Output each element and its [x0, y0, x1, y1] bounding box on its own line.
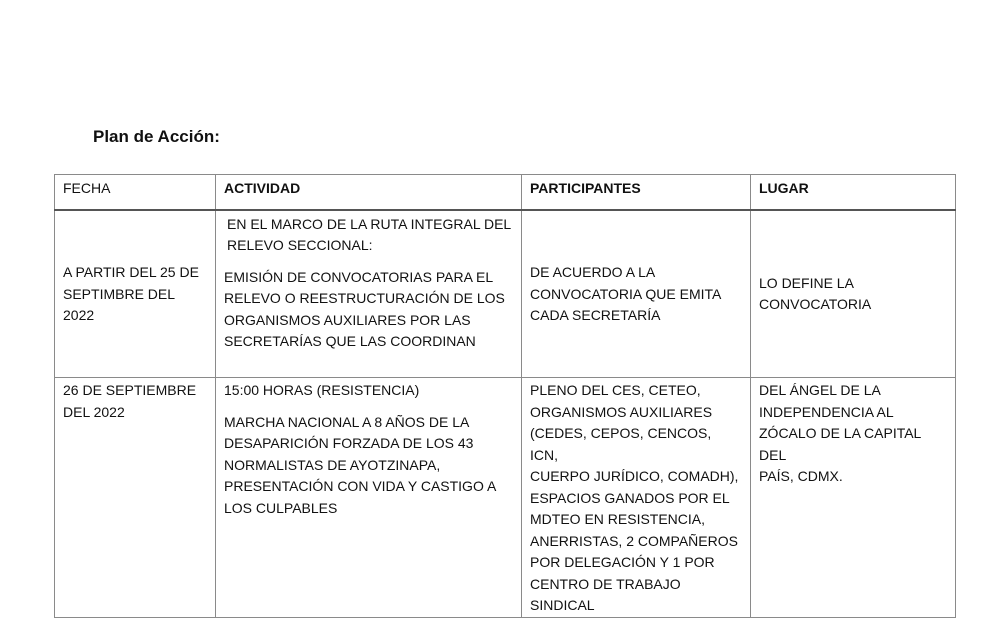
header-participantes: PARTICIPANTES — [522, 175, 751, 210]
cell-participantes: DE ACUERDO A LA CONVOCATORIA QUE EMITA CADA SECRETARÍA — [522, 210, 751, 378]
actividad-body: EMISIÓN DE CONVOCATORIAS PARA EL RELEVO O REESTRUCTURACIÓN DE LOS ORGANISMOS AUXILIARES POR LAS SECRETARÍAS QUE LAS COORDINAN — [224, 268, 505, 349]
actividad-intro: EN EL MARCO DE LA RUTA INTEGRAL DEL RELEVO SECCIONAL: — [227, 215, 512, 253]
actividad-body: MARCHA NACIONAL A 8 AÑOS DE LA DESAPARICIÓN FORZADA DE LOS 43 NORMALISTAS DE AYOTZINAPA, PRESENTACIÓN CON VIDA Y CASTIGO A LOS CULPABLES — [224, 413, 497, 516]
header-fecha: FECHA — [55, 175, 216, 210]
header-actividad: ACTIVIDAD — [216, 175, 522, 210]
actividad-intro: 15:00 HORAS (RESISTENCIA) — [224, 382, 420, 398]
table-row — [55, 378, 956, 618]
table-row — [55, 210, 956, 378]
cell-participantes: PLENO DEL CES, CETEO, ORGANISMOS AUXILIARES (CEDES, CEPOS, CENCOS, ICN, CUERPO JURÍDICO, COMADH), ESPACIOS GANADOS POR EL MDTEO EN RESISTENCIA, ANERRISTAS, 2 COMPAÑEROS POR DELEGACIÓN Y 1 POR CENTRO DE TRABAJO SINDICAL — [522, 378, 751, 618]
page-heading: Plan de Acción: — [93, 127, 220, 146]
cell-fecha: A PARTIR DEL 25 DE SEPTIMBRE DEL 2022 — [55, 210, 216, 378]
header-lugar: LUGAR — [751, 175, 956, 210]
cell-actividad — [216, 378, 522, 618]
cell-fecha: 26 DE SEPTIEMBRE DEL 2022 — [55, 378, 216, 618]
cell-lugar: LO DEFINE LA CONVOCATORIA — [751, 210, 956, 378]
action-plan-table — [54, 174, 956, 618]
cell-actividad — [216, 210, 522, 378]
cell-lugar: DEL ÁNGEL DE LA INDEPENDENCIA AL ZÓCALO DE LA CAPITAL DEL PAÍS, CDMX. — [751, 378, 956, 618]
table-header-row — [55, 175, 956, 210]
